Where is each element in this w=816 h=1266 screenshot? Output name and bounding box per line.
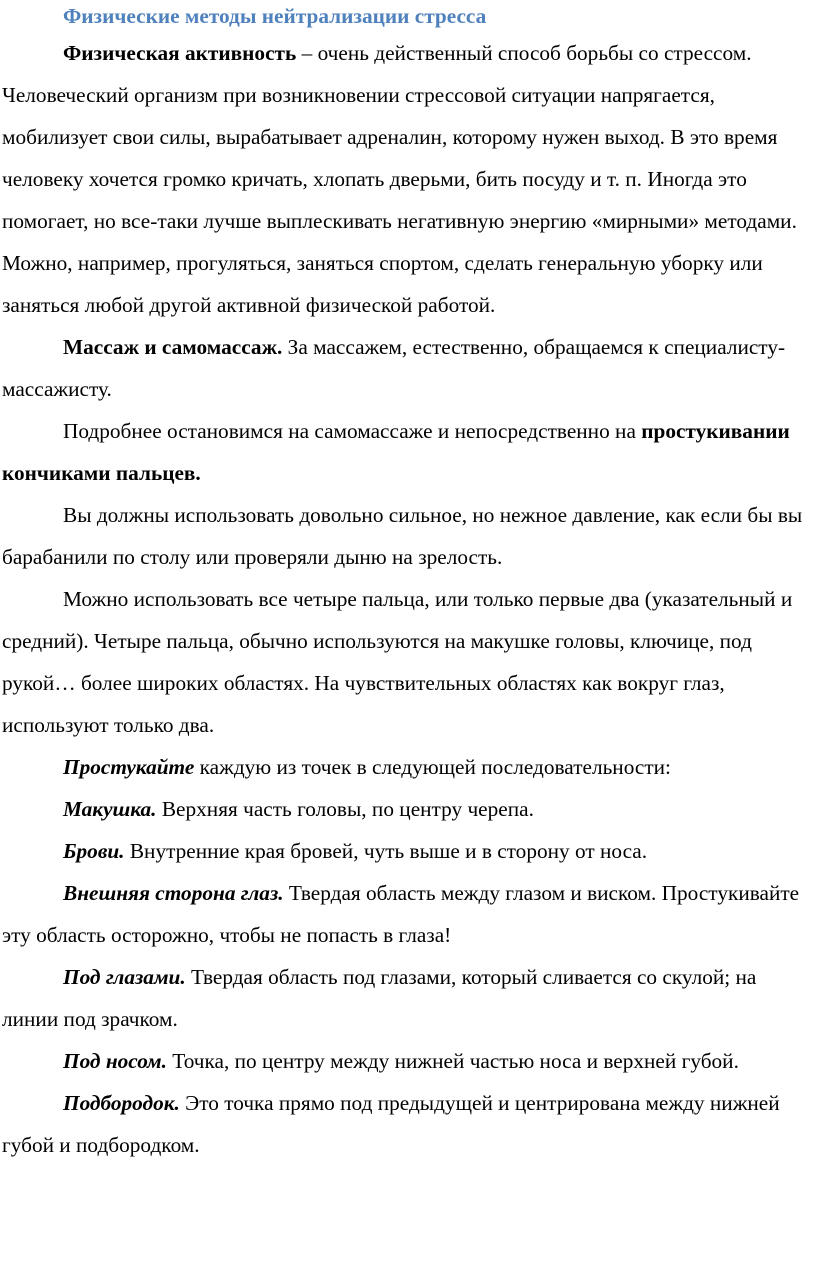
paragraph-text: Твердая область между глазом и виском. Простукивайте эту область осторожно, чтобы не попасть в глаза! <box>2 881 800 947</box>
paragraph-outer-eye <box>2 872 810 956</box>
paragraph-text: – очень действенный способ борьбы со стрессом. Человеческий организм при возникновении стрессовой ситуации напрягается, мобилизует свои силы, вырабатывает адреналин, которому нужен выход. В это время человеку хочется громко кричать, хлопать дверьми, бить посуду и т. п. Иногда это помогает, но все-таки лучше выплескивать негативную энергию «мирными» методами. Можно, например, прогуляться, заняться спортом, сделать генеральную уборку или заняться любой другой активной физической работой. <box>2 41 797 317</box>
paragraph-text: Это точка прямо под предыдущей и центрирована между нижней губой и подбородком. <box>2 1091 780 1157</box>
term-physical-activity: Физическая активность <box>63 41 297 65</box>
paragraph-text: Точка, по центру между нижней частью носа и верхней губой. <box>166 1049 739 1073</box>
section-heading: Физические методы нейтрализации стресса <box>63 4 487 28</box>
paragraph-sequence-intro <box>2 746 810 788</box>
paragraph-eyebrows <box>2 830 810 872</box>
paragraph-self-massage <box>2 410 810 494</box>
term-tap: Простукайте <box>63 755 195 779</box>
paragraph-text: каждую из точек в следующей последовательности: <box>194 755 671 779</box>
term-outer-eye: Внешняя сторона глаз. <box>63 881 284 905</box>
paragraph-under-nose <box>2 1040 810 1082</box>
paragraph-physical-activity <box>2 32 810 326</box>
paragraph-text: Подробнее остановимся на самомассаже и непосредственно на <box>63 419 642 443</box>
term-crown: Макушка. <box>63 797 157 821</box>
paragraph-fingers <box>2 578 810 746</box>
paragraph-text: Верхняя часть головы, по центру черепа. <box>156 797 534 821</box>
paragraph-text: Твердая область под глазами, который сливается со скулой; на линии под зрачком. <box>2 965 757 1031</box>
paragraph-crown <box>2 788 810 830</box>
term-massage: Массаж и самомассаж. <box>63 335 283 359</box>
term-eyebrows: Брови. <box>63 839 125 863</box>
paragraph-under-eyes <box>2 956 810 1040</box>
paragraph-text: За массажем, естественно, обращаемся к специалисту-массажисту. <box>2 335 786 401</box>
paragraph-chin <box>2 1082 810 1166</box>
paragraph-massage <box>2 326 810 410</box>
term-fingertip-tapping: простукивании кончиками пальцев. <box>2 419 790 485</box>
term-chin: Подбородок. <box>63 1091 180 1115</box>
paragraph-text: Внутренние края бровей, чуть выше и в сторону от носа. <box>124 839 648 863</box>
term-under-eyes: Под глазами. <box>63 965 186 989</box>
paragraph-text: Вы должны использовать довольно сильное, но нежное давление, как если бы вы барабанили по столу или проверяли дыню на зрелость. <box>2 503 803 569</box>
paragraph-pressure <box>2 494 810 578</box>
paragraph-text: Можно использовать все четыре пальца, или только первые два (указательный и средний). Четыре пальца, обычно используются на макушке головы, ключице, под рукой… более широких областях. На чувствительных областях как вокруг глаз, используют только два. <box>2 587 793 737</box>
term-under-nose: Под носом. <box>63 1049 167 1073</box>
